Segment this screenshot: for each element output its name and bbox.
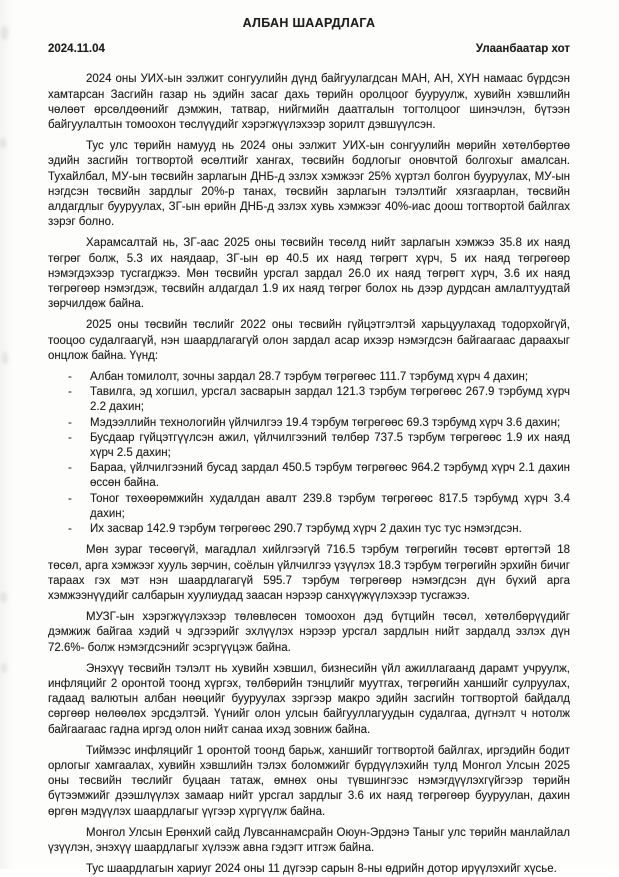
bullet-marker: - — [68, 416, 72, 429]
list-item — [68, 416, 570, 431]
document-date: 2024.11.04 — [48, 43, 105, 56]
paragraph-macro-risks: Энэхүү төсвийн тэлэлт нь хувийн хэвшил, бизнесийн үйл ажиллагаанд дарамт учруулж, инфляцийг 2 оронтой тоонд хүргэх, төлбөрийн тэнцлийг муутгах, төгрөгийн ханшийг сулруулах, гадаад валютын албан нөөцийг бууруулах зэргээр макро эдийн засгийн тогтвортой байдалд сөргөөр нөлөөлөх эрсдэлтэй. Үүнийг олон улсын байгууллагуудын судалгаа, дүгнэлт ч нотолж байгаагаас гадна иргэд олон нийт санаа ихэд зовниж байна. — [48, 662, 570, 736]
list-item-text: Их засвар 142.9 тэрбум төгрөгөөс 290.7 тэрбумд хүрч 2 дахин тус тус нэмэгдсэн. — [90, 523, 522, 536]
bullet-marker: - — [68, 523, 72, 536]
bullet-marker: - — [68, 492, 72, 505]
list-item-text: Албан томилолт, зочны зардал 28.7 тэрбум төгрөгөөс 111.7 тэрбумд хүрч 4 дахин; — [90, 371, 529, 384]
paragraph-demand: Тиймээс инфляцийг 1 оронтой тоонд барьж, ханшийг тогтвортой байлгах, иргэдийн бодит орлогыг хамгаалах, хувийн хэвшлийн тэлэх боломжийг бүрдүүлэхийн тулд Монгол Улсын 2025 оны төсвийн төслийг буцаан татаж, өмнөх оны түвшингээс нэмэгдүүлэхгүйгээр төрийн бүтээмжийг дээшлүүлэх замаар нийт урсгал зардлыг 3.6 их наяд төгрөгөөр бууруулан, дахин өргөн мэдүүлэх шаардлагыг үүгээр хүргүүлж байна. — [48, 744, 570, 818]
scan-artifact — [1, 26, 8, 40]
paragraph-list-lead: 2025 оны төсвийн төслийг 2022 оны төсвийн гүйцэтгэлтэй харьцуулахад тодорхойгүй, тооцоо судалгаагүй, нэн шаардлагагүй олон зардал асар ихээр нэмэгдсэн байгаагаас дараахыг онцлож байна. Үүнд: — [48, 319, 570, 362]
list-item — [68, 385, 570, 415]
list-item-text: Мэдээллийн технологийн үйлчилгээ 19.4 тэрбум төгрөгөөс 69.3 тэрбумд хүрч 3.6 дахин; — [90, 416, 561, 429]
bullet-marker: - — [68, 386, 72, 399]
list-item — [68, 431, 570, 461]
bullet-marker: - — [68, 371, 72, 384]
list-item-text: Тоног төхөөрөмжийн худалдан авалт 239.8 тэрбум төгрөгөөс 817.5 тэрбумд хүрч 3.4 дахин; — [90, 492, 570, 520]
paragraph-budget-figures: Харамсалтай нь, ЗГ-аас 2025 оны төсвийн төсөлд нийт зарлагын хэмжээ 35.8 их наяд төгрөг болж, 5.3 их наядаар, ЗГ-ын өр 40.5 их наяд төгрөгт хүрч, 5 их наяд төгрөгөөр нэмэгдэхээр тусгагджээ. Мөн төсвийн урсгал зардал 26.0 их наяд төгрөгт хүрч, 3.6 их наяд төгрөгөөр нэмэгдэж, төсвийн алдагдал 1.9 их наяд төгрөг болох нь дээр дурдсан амлалтуудтай зөрчилдөж байна. — [48, 237, 570, 311]
document-meta — [48, 42, 570, 57]
paragraph-deadline: Тус шаардлагын хариуг 2024 оны 11 дүгээр сарын 8-ны өдрийн дотор ирүүлэхийг хүсье. — [86, 863, 557, 876]
list-item-text: Бараа, үйлчилгээний бусад зардал 450.5 тэрбум төгрөгөөс 964.2 тэрбумд хүрч 2.1 дахин өссөн байна. — [90, 462, 570, 490]
list-item — [68, 492, 570, 522]
list-item — [68, 370, 570, 385]
list-item — [68, 522, 570, 537]
document-title: АЛБАН ШААРДЛАГА — [242, 16, 376, 30]
paragraph-infrastructure-objection: МУЗГ-ын хэрэгжүүлэхээр төлөвлөсөн томоохон дэд бүтцийн төсөл, хөтөлбөрүүдийг дэмжиж байгаа хэдий ч эдгээрийг эхлүүлэх нэрээр урсгал зардлын нийт зардалд эзлэх дүн 72.6%- болж нэмэгдсэнийг эсэргүүцэж байна. — [48, 611, 570, 654]
paragraph-intro: 2024 оны УИХ-ын ээлжит сонгуулийн дүнд байгуулагдсан МАН, АН, ХҮН намаас бүрдсэн хамтарсан Засгийн газар нь эдийн засаг дахь төрийн оролцоог бууруулж, хувийн хэвшлийн чөлөөт өрсөлдөөнийг дэмжин, татвар, нийгмийн даатгалын тогтолцоог шинэчлэн, бүтээн байгуулалтын томоохон төслүүдийг хэрэгжүүлэхээр зорилт дэвшүүлсэн. — [48, 73, 570, 132]
bullet-marker: - — [68, 431, 72, 444]
scan-artifact — [2, 352, 8, 364]
paragraph-pm-appeal: Монгол Улсын Ерөнхий сайд Лувсаннамсрайн Оюун-Эрдэнэ Таныг улс төрийн манлайлал үзүүлэн, энэхүү шаардлагыг хүлээж авна гэдэгт итгэж байна. — [48, 826, 570, 854]
scan-artifact — [0, 592, 7, 603]
scan-artifact — [1, 663, 7, 673]
scan-artifact — [0, 138, 6, 148]
expense-increase-list — [48, 370, 570, 537]
bullet-marker: - — [68, 462, 72, 475]
list-item — [68, 461, 570, 491]
list-item-text: Тавилга, эд хогшил, урсгал засварын зардал 121.3 тэрбум төгрөгөөс 267.9 тэрбумд хүрч 2.2 дахин; — [90, 386, 570, 414]
document-city: Улаанбаатар хот — [475, 43, 570, 56]
paragraph-unplanned-projects: Мөн зураг төсөөгүй, магадлал хийлгээгүй 716.5 тэрбум төгрөгийн төсөвт өртөгтэй 18 төсөл, арга хэмжээг хууль зөрчин, соёлын үйлчилгээ үзүүлэх 18.3 тэрбум төгрөгийн эрхийн бичиг тараах гэх мэт нэн шаардлагагүй 595.7 тэрбум төгрөгөөр нэмэгдсэн дүн бүхий арга хэмжээнүүдийг салбарын хуулиудад заасан нэрээр санхүүжүүлэхээр тусгажээ. — [48, 544, 570, 602]
list-item-text: Бусдаар гүйцэтгүүлсэн ажил, үйлчилгээний төлбөр 737.5 тэрбум төгрөгөөс 1.9 их наяд хүрч 2.5 дахин; — [90, 431, 570, 460]
paragraph-party-promises: Тус улс төрийн намууд нь 2024 оны ээлжит УИХ-ын сонгуулийн мөрийн хөтөлбөртөө эдийн засгийн тогтвортой өсөлтийг хангах, төсвийн бодлогыг оновчтой болгохыг амалсан. Тухайлбал, МУ-ын төсвийн зарлагын ДНБ-д эзлэх хэмжээг 25% хүртэл болгон бууруулах, МУ-ын нэгдсэн төсвийн зардлыг 20%-р танах, төсвийн зарлагын тэлэлтийг хязгаарлан, төсвийн алдагдлыг бууруулах, ЗГ-ын өрийн ДНБ-д эзлэх хувь хэмжээг 40%-иас доош тогтвортой байлгах зэрэг болно. — [48, 140, 570, 229]
